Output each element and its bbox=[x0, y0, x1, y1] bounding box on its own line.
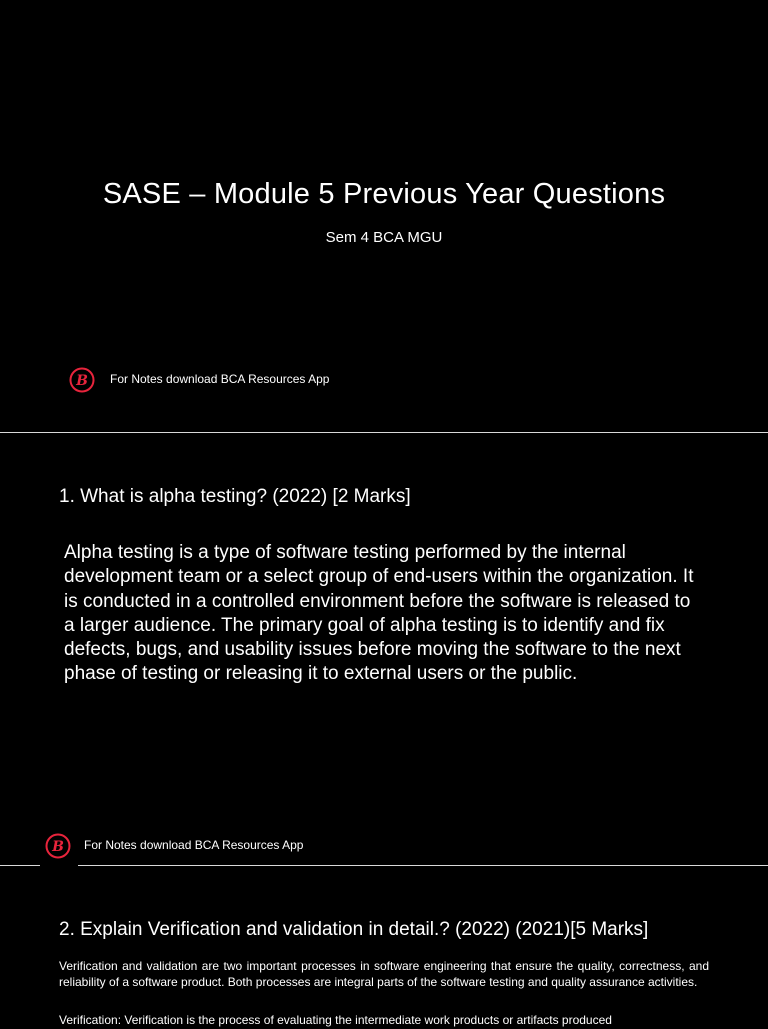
page-subtitle: Sem 4 BCA MGU bbox=[325, 229, 443, 246]
svg-text:B: B bbox=[76, 373, 88, 389]
page-title: SASE – Module 5 Previous Year Questions bbox=[102, 178, 666, 210]
logo-notch bbox=[40, 864, 78, 867]
question-heading: 2. Explain Verification and validation in detail.? (2022) (2021)[5 Marks] bbox=[59, 919, 649, 940]
bca-logo-icon bbox=[45, 833, 71, 859]
bca-logo-icon bbox=[69, 367, 95, 393]
answer-paragraph: Verification and validation are two important processes in software engineering that ensure the quality, correctness, and reliability of a software product. Both processes are integral parts of the software testing and quality assurance activities. bbox=[59, 959, 709, 989]
answer-paragraph: Verification: Verification is the process of evaluating the intermediate work products or artifacts produced bbox=[59, 1013, 612, 1027]
answer-text: Alpha testing is a type of software testing performed by the internal development team or a select group of end-users within the organization. It is conducted in a controlled environment before the software is released to a larger audience. The primary goal of alpha testing is to identify and fix defects, bugs, and usability issues before moving the software to the next phase of testing or releasing it to external users or the public. bbox=[64, 542, 694, 685]
svg-text:B: B bbox=[52, 839, 64, 855]
footer-promo-text: For Notes download BCA Resources App bbox=[110, 372, 330, 386]
slide-divider bbox=[0, 865, 768, 866]
question-heading: 1. What is alpha testing? (2022) [2 Marks] bbox=[59, 486, 411, 507]
footer-promo-text: For Notes download BCA Resources App bbox=[84, 838, 304, 852]
title-slide bbox=[0, 0, 768, 432]
